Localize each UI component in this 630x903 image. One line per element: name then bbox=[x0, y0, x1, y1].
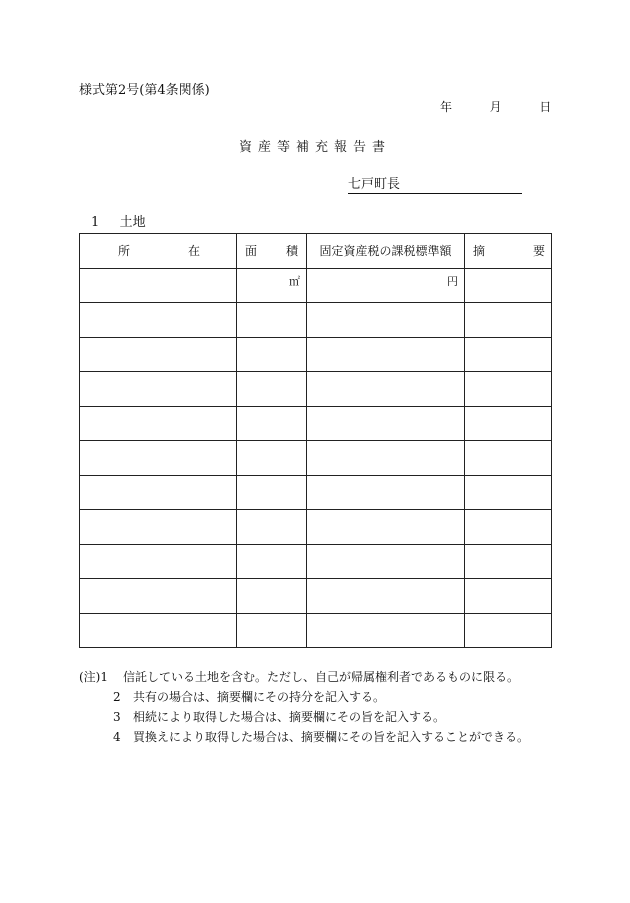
cell-area[interactable] bbox=[237, 406, 307, 441]
table-header-row bbox=[80, 234, 552, 269]
note-item bbox=[79, 727, 529, 747]
cell-tax-base[interactable] bbox=[307, 372, 465, 407]
note-number: 2 bbox=[113, 690, 121, 704]
form-number: 様式第2号(第4条関係) bbox=[79, 83, 210, 98]
header-tax-base: 固定資産税の課税標準額 bbox=[307, 234, 465, 269]
cell-remarks[interactable] bbox=[465, 303, 552, 338]
table-row bbox=[80, 613, 552, 648]
document-title: 資産等補充報告書 bbox=[238, 140, 391, 155]
note-number: (注)1 bbox=[79, 670, 108, 684]
table-row bbox=[80, 268, 552, 303]
section-label: 土地 bbox=[119, 215, 146, 230]
cell-remarks[interactable] bbox=[465, 268, 552, 303]
header-area: 面 積 bbox=[237, 234, 307, 269]
cell-area[interactable] bbox=[237, 303, 307, 338]
date-line bbox=[440, 98, 551, 115]
table-row bbox=[80, 544, 552, 579]
cell-remarks[interactable] bbox=[465, 613, 552, 648]
table-row bbox=[80, 337, 552, 372]
cell-remarks[interactable] bbox=[465, 372, 552, 407]
cell-tax-base[interactable] bbox=[307, 475, 465, 510]
section-number: 1 bbox=[91, 215, 100, 230]
note-number: 3 bbox=[113, 710, 121, 724]
cell-tax-base[interactable] bbox=[307, 613, 465, 648]
note-item bbox=[79, 707, 529, 727]
cell-location[interactable] bbox=[80, 406, 237, 441]
cell-tax-base[interactable] bbox=[307, 406, 465, 441]
note-text: 買換えにより取得した場合は、摘要欄にその旨を記入することができる。 bbox=[133, 730, 530, 744]
note-item bbox=[79, 667, 529, 687]
cell-tax-base[interactable] bbox=[307, 268, 465, 303]
note-number: 4 bbox=[113, 730, 121, 744]
section-heading bbox=[91, 211, 146, 230]
note-text: 相続により取得した場合は、摘要欄にその旨を記入する。 bbox=[133, 710, 446, 724]
cell-remarks[interactable] bbox=[465, 441, 552, 476]
cell-area[interactable] bbox=[237, 510, 307, 545]
date-year-label: 年 bbox=[440, 100, 453, 114]
tax-unit: 円 bbox=[447, 274, 458, 288]
cell-tax-base[interactable] bbox=[307, 337, 465, 372]
cell-location[interactable] bbox=[80, 475, 237, 510]
table-row bbox=[80, 303, 552, 338]
cell-area[interactable] bbox=[237, 337, 307, 372]
cell-tax-base[interactable] bbox=[307, 579, 465, 614]
cell-location[interactable] bbox=[80, 510, 237, 545]
cell-location[interactable] bbox=[80, 441, 237, 476]
cell-area[interactable] bbox=[237, 544, 307, 579]
note-text: 共有の場合は、摘要欄にその持分を記入する。 bbox=[133, 690, 386, 704]
cell-remarks[interactable] bbox=[465, 337, 552, 372]
table-row bbox=[80, 406, 552, 441]
date-month-label: 月 bbox=[489, 100, 502, 114]
cell-location[interactable] bbox=[80, 579, 237, 614]
cell-remarks[interactable] bbox=[465, 579, 552, 614]
cell-tax-base[interactable] bbox=[307, 510, 465, 545]
cell-tax-base[interactable] bbox=[307, 544, 465, 579]
land-table bbox=[79, 233, 552, 648]
cell-area[interactable] bbox=[237, 579, 307, 614]
cell-tax-base[interactable] bbox=[307, 303, 465, 338]
cell-location[interactable] bbox=[80, 303, 237, 338]
note-item bbox=[79, 687, 529, 707]
table-row bbox=[80, 475, 552, 510]
cell-remarks[interactable] bbox=[465, 510, 552, 545]
note-text: 信託している土地を含む。ただし、自己が帰属権利者であるものに限る。 bbox=[123, 670, 520, 684]
cell-remarks[interactable] bbox=[465, 544, 552, 579]
area-unit: ㎡ bbox=[289, 274, 300, 288]
cell-location[interactable] bbox=[80, 337, 237, 372]
addressee-line: 七戸町長 bbox=[348, 173, 522, 194]
cell-area[interactable] bbox=[237, 613, 307, 648]
cell-location[interactable] bbox=[80, 544, 237, 579]
notes-section bbox=[79, 667, 529, 747]
date-day-label: 日 bbox=[539, 100, 552, 114]
cell-location[interactable] bbox=[80, 613, 237, 648]
cell-area[interactable] bbox=[237, 268, 307, 303]
table-row bbox=[80, 510, 552, 545]
cell-area[interactable] bbox=[237, 372, 307, 407]
table-row bbox=[80, 579, 552, 614]
cell-area[interactable] bbox=[237, 441, 307, 476]
cell-area[interactable] bbox=[237, 475, 307, 510]
cell-location[interactable] bbox=[80, 268, 237, 303]
cell-remarks[interactable] bbox=[465, 475, 552, 510]
cell-tax-base[interactable] bbox=[307, 441, 465, 476]
table-row bbox=[80, 372, 552, 407]
table-row bbox=[80, 441, 552, 476]
cell-location[interactable] bbox=[80, 372, 237, 407]
table-body bbox=[80, 268, 552, 648]
header-remarks: 摘 要 bbox=[465, 234, 552, 269]
header-location: 所 在 bbox=[80, 234, 237, 269]
cell-remarks[interactable] bbox=[465, 406, 552, 441]
